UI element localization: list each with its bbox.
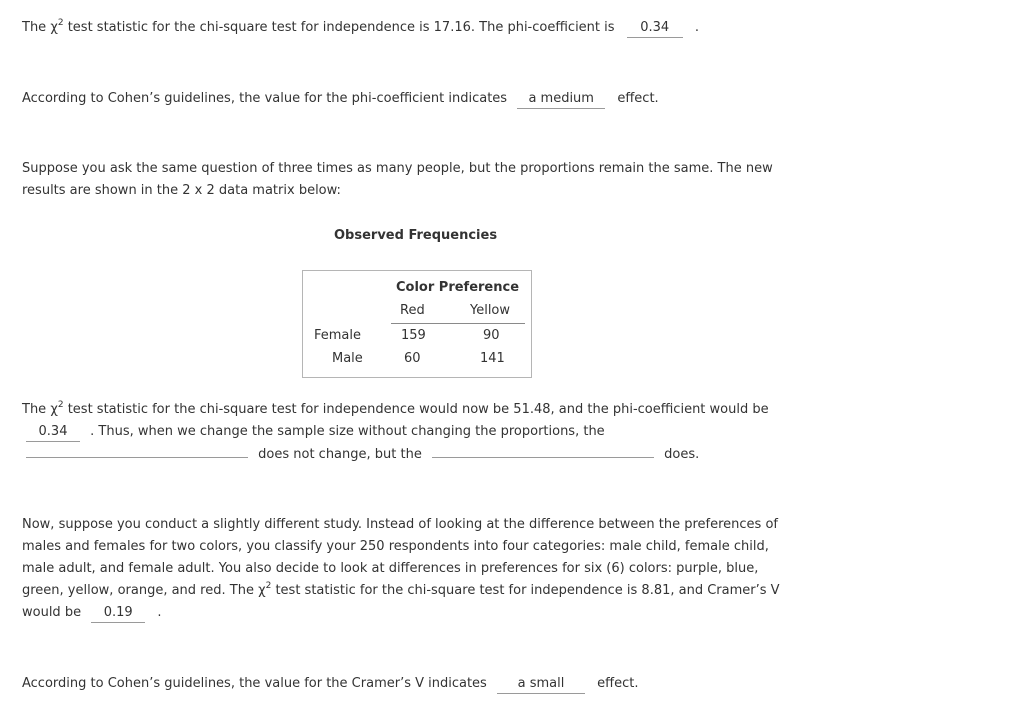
row-label-female: Female <box>314 328 362 343</box>
intro-line-2: results are shown in the 2 x 2 data matrix below: <box>22 183 341 198</box>
q2-effect-size-select[interactable]: a medium <box>517 90 605 109</box>
q4-line-2: males and females for two colors, you classify your 250 respondents into four categories: male child, female child, <box>22 539 769 554</box>
q4-line-1: Now, suppose you conduct a slightly different study. Instead of looking at the difference between the preferences of <box>22 517 778 532</box>
chi-symbol: χ <box>258 583 266 598</box>
q4-line-4: green, yellow, orange, and red. The $\chi^2$ test statistic for the chi-square test for independence is 8.81, and Cramer’s V <box>22 580 780 598</box>
cell-male-red: 60 <box>404 351 421 366</box>
chi-symbol: χ <box>50 20 58 35</box>
q3-line-1: The $\chi^2$ test statistic for the chi-square test for independence would now be 51.48, and the phi-coefficient would be <box>22 399 769 417</box>
header-divider <box>391 323 525 324</box>
q3-phi-answer-blank[interactable]: 0.34 <box>26 423 80 442</box>
q1-sentence: The $\chi^2$ test statistic for the chi-square test for independence is 17.16. The phi-coefficient is 0.34 . <box>22 17 699 39</box>
q3-line-3: does not change, but the does. <box>26 444 699 466</box>
color-preference-header: Color Preference <box>396 280 520 295</box>
q3-blank-does-change[interactable] <box>432 457 654 458</box>
superscript-2: 2 <box>57 17 64 28</box>
q1-phi-answer-blank[interactable]: 0.34 <box>627 19 683 38</box>
cell-male-yellow: 141 <box>480 351 505 366</box>
row-label-male: Male <box>332 351 363 366</box>
observed-frequencies-table <box>302 270 532 378</box>
chi-symbol: χ <box>50 402 58 417</box>
q4-cramers-v-answer-blank[interactable]: 0.19 <box>91 604 145 623</box>
q2-sentence: According to Cohen’s guidelines, the value for the phi-coefficient indicates a medium effect. <box>22 88 659 110</box>
q5-effect-size-select[interactable]: a small <box>497 675 585 694</box>
intro-line-1: Suppose you ask the same question of three times as many people, but the proportions remain the same. The new <box>22 161 773 176</box>
q5-sentence: According to Cohen’s guidelines, the value for the Cramer’s V indicates a small effect. <box>22 673 638 695</box>
q3-line-2: 0.34 . Thus, when we change the sample size without changing the proportions, the <box>26 421 605 443</box>
column-header-yellow: Yellow <box>470 303 511 318</box>
q4-line-3: male adult, and female adult. You also decide to look at differences in preferences for six (6) colors: purple, blue, <box>22 561 759 576</box>
superscript-2: 2 <box>57 399 64 410</box>
table-caption: Observed Frequencies <box>334 228 498 243</box>
cell-female-yellow: 90 <box>483 328 500 343</box>
superscript-2: 2 <box>265 580 272 591</box>
cell-female-red: 159 <box>401 328 426 343</box>
q3-blank-does-not-change[interactable] <box>26 457 248 458</box>
column-header-red: Red <box>400 303 425 318</box>
q4-line-5: would be 0.19 . <box>22 602 162 624</box>
